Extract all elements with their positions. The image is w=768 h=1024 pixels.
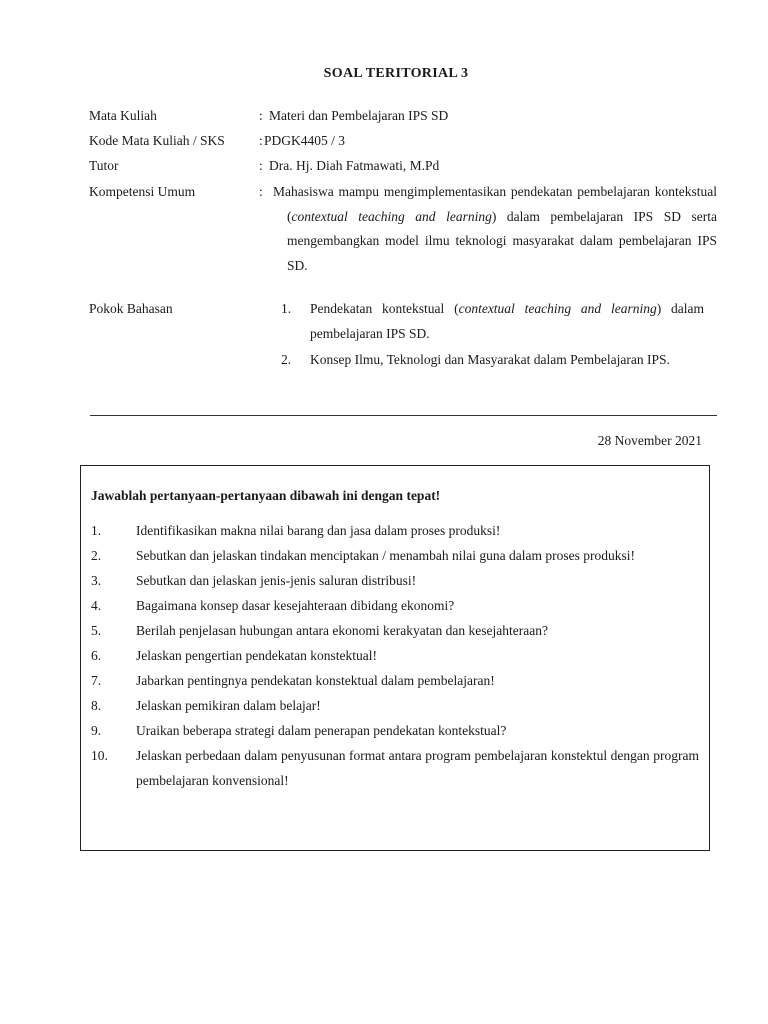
question-number: 8. xyxy=(91,698,102,713)
question-text: Jelaskan pemikiran dalam belajar! xyxy=(136,698,321,713)
meta-value: Dra. Hj. Diah Fatmawati, M.Pd xyxy=(269,158,440,173)
kompetensi-text-italic: contextual teaching and learning xyxy=(291,208,492,224)
pokok-list xyxy=(281,296,704,372)
question-item xyxy=(91,643,699,668)
question-number: 10. xyxy=(91,748,108,763)
question-text: Bagaimana konsep dasar kesejahteraan dibidang ekonomi? xyxy=(136,598,455,613)
question-text: Sebutkan dan jelaskan jenis-jenis saluran distribusi! xyxy=(136,573,417,588)
kompetensi-label: Kompetensi Umum xyxy=(89,184,196,199)
meta-label: Tutor xyxy=(89,158,119,173)
pokok-item-text: Pendekatan kontekstual ( xyxy=(310,301,459,316)
pokok-item-number: 2. xyxy=(281,352,292,367)
meta-label: Kode Mata Kuliah / SKS xyxy=(89,133,225,148)
question-number: 2. xyxy=(91,548,102,563)
meta-colon: : xyxy=(259,158,263,173)
question-number: 4. xyxy=(91,598,102,613)
question-item xyxy=(91,518,699,543)
question-text: Jabarkan pentingnya pendekatan konstektual dalam pembelajaran! xyxy=(136,673,495,688)
meta-colon: : xyxy=(259,133,263,148)
question-number: 6. xyxy=(91,648,102,663)
question-text: Berilah penjelasan hubungan antara ekonomi kerakyatan dan kesejahteraan? xyxy=(136,623,548,638)
question-item xyxy=(91,543,699,568)
pokok-item xyxy=(281,347,704,372)
meta-colon: : xyxy=(259,184,263,199)
question-number: 5. xyxy=(91,623,102,638)
pokok-item-number: 1. xyxy=(281,301,292,316)
question-text: Sebutkan dan jelaskan tindakan menciptakan / menambah nilai guna dalam proses produksi! xyxy=(136,548,635,563)
divider xyxy=(90,415,717,416)
question-item xyxy=(91,568,699,593)
question-text: Jelaskan perbedaan dalam penyusunan format antara program pembelajaran konstektul dengan program pembelajaran konvensional! xyxy=(136,748,699,788)
question-item xyxy=(91,718,699,743)
question-number: 3. xyxy=(91,573,102,588)
pokok-label: Pokok Bahasan xyxy=(89,301,173,316)
question-item xyxy=(91,593,699,618)
kompetensi-text-a: Mahasiswa mampu mengimplementasikan pendekatan pembelajaran kontekstual ( xyxy=(273,184,717,224)
question-text: Jelaskan pengertian pendekatan konstektual! xyxy=(136,648,378,663)
instruction-heading: Jawablah pertanyaan-pertanyaan dibawah ini dengan tepat! xyxy=(91,488,441,503)
question-number: 7. xyxy=(91,673,102,688)
pokok-item-text-end: ) dalam pembelajaran IPS SD. xyxy=(310,301,704,341)
question-text: Identifikasikan makna nilai barang dan jasa dalam proses produksi! xyxy=(136,523,501,538)
document-title: SOAL TERITORIAL 3 xyxy=(323,66,469,81)
pokok-item-text: Konsep Ilmu, Teknologi dan Masyarakat dalam Pembelajaran IPS. xyxy=(310,352,670,367)
questions-box xyxy=(80,465,710,851)
kompetensi-text-b: ) dalam pembelajaran IPS SD serta mengembangkan model ilmu teknologi masyarakat dalam pembelajaran IPS SD. xyxy=(287,208,717,273)
meta-label: Mata Kuliah xyxy=(89,108,157,123)
question-item xyxy=(91,618,699,643)
question-item xyxy=(91,668,699,693)
question-text: Uraikan beberapa strategi dalam penerapan pendekatan kontekstual? xyxy=(136,723,507,738)
document-date: 28 November 2021 xyxy=(597,433,702,448)
question-number: 9. xyxy=(91,723,102,738)
question-number: 1. xyxy=(91,523,102,538)
meta-value: PDGK4405 / 3 xyxy=(264,133,346,148)
question-list xyxy=(91,518,699,793)
question-item xyxy=(91,693,699,718)
meta-colon: : xyxy=(259,108,263,123)
pokok-item xyxy=(281,296,704,346)
pokok-item-italic: contextual teaching and learning xyxy=(458,301,657,316)
meta-value: Materi dan Pembelajaran IPS SD xyxy=(269,108,449,123)
kompetensi-text xyxy=(273,180,717,278)
question-item xyxy=(91,743,699,793)
